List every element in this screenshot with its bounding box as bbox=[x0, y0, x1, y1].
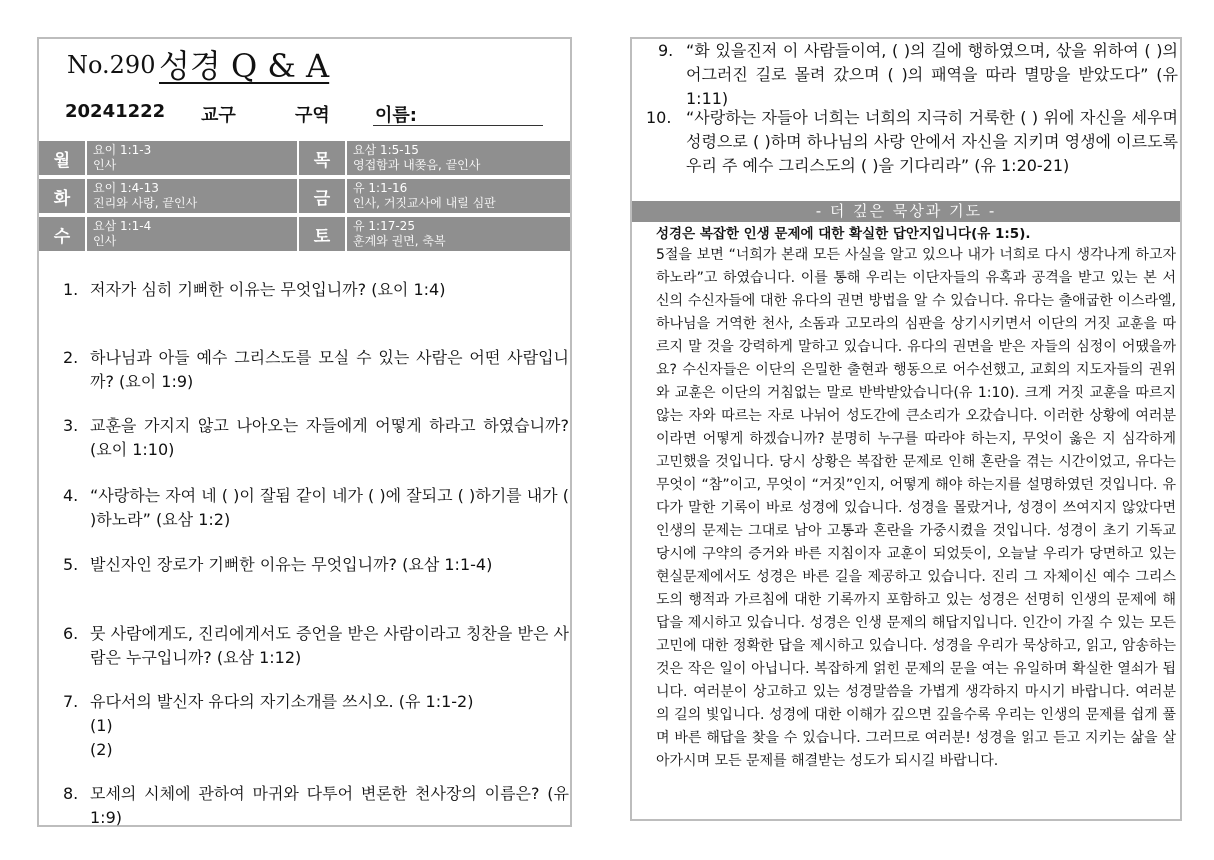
reading-topic: 영접함과 내쫒음, 끝인사 bbox=[353, 158, 481, 172]
sheet-title: 성경 Q & A bbox=[159, 47, 330, 85]
parish-label: 교구 bbox=[201, 105, 236, 126]
day-cell: 금 bbox=[299, 179, 345, 213]
question-text: 발신자인 장로가 기뻐한 이유는 무엇입니까? (요삼 1:1-4) bbox=[90, 555, 493, 574]
question-item bbox=[63, 346, 569, 394]
question-text: 저자가 심히 기뻐한 이유는 무엇입니까? (요이 1:4) bbox=[90, 280, 446, 299]
district-label: 구역 bbox=[295, 105, 330, 126]
issue-number: No.290 bbox=[67, 51, 156, 79]
reading-topic: 인사, 거짓교사에 내릴 심판 bbox=[353, 196, 496, 210]
meditation-heading: 성경은 복잡한 인생 문제에 대한 확실한 답안지입니다(유 1:5). bbox=[656, 226, 1031, 242]
reading-cell bbox=[347, 141, 570, 175]
question-number: 5. bbox=[63, 555, 79, 574]
reading-cell bbox=[87, 179, 297, 213]
reading-ref: 유 1:1-16 bbox=[353, 181, 408, 195]
question-text: 하나님과 아들 예수 그리스도를 모실 수 있는 사람은 어떤 사람입니까? (요이 1:9) bbox=[90, 348, 569, 391]
answer-line-2: (2) bbox=[90, 740, 113, 759]
question-text: 유다서의 발신자 유다의 자기소개를 쓰시오. (유 1:1-2) bbox=[90, 692, 474, 711]
question-item bbox=[63, 782, 569, 830]
question-number: 1. bbox=[63, 280, 79, 299]
reading-cell bbox=[347, 217, 570, 251]
day-cell: 월 bbox=[39, 141, 85, 175]
reading-row bbox=[39, 217, 570, 253]
meditation-banner: - 더 깊은 묵상과 기도 - bbox=[632, 201, 1180, 222]
day-cell: 토 bbox=[299, 217, 345, 251]
reading-cell bbox=[87, 217, 297, 251]
question-item bbox=[63, 414, 569, 462]
reading-ref: 유 1:17-25 bbox=[353, 219, 415, 233]
reading-ref: 요이 1:4-13 bbox=[93, 181, 159, 195]
question-number: 10. bbox=[646, 108, 672, 127]
reading-topic: 진리와 사랑, 끝인사 bbox=[93, 196, 198, 210]
reading-row bbox=[39, 179, 570, 215]
question-item bbox=[646, 39, 1178, 111]
day-cell: 수 bbox=[39, 217, 85, 251]
qa-sheet-right bbox=[630, 37, 1182, 821]
meditation-body: 5절을 보면 “너희가 본래 모든 사실을 알고 있으나 내가 너희로 다시 생각나게 하고자 하노라”고 하였습니다. 이를 통해 우리는 이단자들의 유혹과 공격을 받고 있는 본 서신의 수신자들에 대한 유다의 권면 방법을 알 수 있습니다. 유다는 출애굽한 이스라엘, 하나님을 거역한 천사, 소돔과 고모라의 심판을 상기시키면서 이단의 거짓 교훈을 따르지 말 것을 강력하게 말하고 있습니다. 유다의 권면을 받은 자들의 심정이 어땠을까요? 수신자들은 이단의 은밀한 출현과 행동으로 어수선했고, 교회의 지도자들의 권위와 교훈은 이단의 거침없는 말로 반박받았습니다(유 1:10). 크게 거짓 교훈을 따르지 않는 자와 따르는 자로 나뉘어 성도간에 큰소리가 오갔습니다. 이러한 상황에 여러분이라면 어떻게 하겠습니까? 분명히 누구를 따라야 하는지, 무엇이 옳은 지 심각하게 고민했을 것입니다. 당시 상황은 복잡한 문제로 인해 혼란을 겪는 시간이었고, 유다는 무엇이 “참”이고, 무엇이 “거짓”인지, 어떻게 해야 하는지를 설명하였던 것입니다. 유다가 말한 기록이 바로 성경에 있습니다. 성경을 몰랐거나, 성경이 쓰여지지 않았다면 인생의 문제는 그대로 남아 고통과 혼란을 가중시켰을 것입니다. 성경이 초기 기독교 당시에 구약의 증거와 바른 지침이자 교훈이 되었듯이, 오늘날 우리가 당면하고 있는 현실문제에서도 성경은 바른 길을 제공하고 있습니다. 진리 그 자체이신 예수 그리스도의 행적과 가르침에 대한 기록까지 포함하고 있는 성경은 선명히 인생의 문제에 해답을 제시하고 있습니다. 성경은 인생 문제의 해답지입니다. 인간이 가질 수 있는 모든 고민에 대한 정확한 답을 제시하고 있습니다. 성경을 우리가 묵상하고, 읽고, 암송하는 것은 작은 일이 아닙니다. 복잡하게 얽힌 문제의 문을 여는 유일하며 확실한 열쇠가 됩니다. 여러분이 상고하고 있는 성경말씀을 가볍게 생각하지 마시기 바랍니다. 여러분의 길의 빛입니다. 성경에 대한 이해가 깊으면 깊을수록 우리는 인생의 문제를 쉽게 풀며 바른 해답을 찾을 수 있습니다. 그러므로 여러분! 성경을 읽고 듣고 지키는 삶을 살아가시며 모든 문제를 해결받는 성도가 되시길 바랍니다. bbox=[656, 247, 1176, 769]
question-text: “화 있을진저 이 사람들이여, ( )의 길에 행하였으며, 삯을 위하여 ( )의 어그러진 길로 몰려 갔으며 ( )의 패역을 따라 멸망을 받았도다” (유 1:11) bbox=[686, 41, 1178, 108]
question-number: 4. bbox=[63, 486, 79, 505]
question-number: 8. bbox=[63, 784, 79, 803]
question-number: 3. bbox=[63, 416, 79, 435]
question-text: 모세의 시체에 관하여 마귀와 다투어 변론한 천사장의 이름은? (유 1:9) bbox=[90, 784, 569, 827]
question-text: “사랑하는 자여 네 ( )이 잘됨 같이 네가 ( )에 잘되고 ( )하기를 내가 ( )하노라” (요삼 1:2) bbox=[90, 486, 569, 529]
question-item bbox=[63, 622, 569, 670]
reading-cell bbox=[347, 179, 570, 213]
name-label: 이름: bbox=[375, 105, 417, 126]
question-item bbox=[63, 484, 569, 532]
question-text: 교훈을 가지지 않고 나아오는 자들에게 어떻게 하라고 하였습니까? (요이 1:10) bbox=[90, 416, 569, 459]
question-item bbox=[63, 553, 569, 577]
date-label: 20241222 bbox=[65, 101, 166, 122]
reading-ref: 요이 1:1-3 bbox=[93, 143, 152, 157]
reading-topic: 인사 bbox=[93, 234, 117, 248]
reading-ref: 요삼 1:1-4 bbox=[93, 219, 152, 233]
question-number: 6. bbox=[63, 624, 79, 643]
reading-topic: 인사 bbox=[93, 158, 117, 172]
question-item bbox=[63, 690, 569, 762]
reading-cell bbox=[87, 141, 297, 175]
qa-sheet-left bbox=[37, 37, 572, 827]
question-text: “사랑하는 자들아 너희는 너희의 지극히 거룩한 ( ) 위에 자신을 세우며 성령으로 ( )하며 하나님의 사랑 안에서 자신을 지키며 영생에 이르도록 우리 주 예수 그리스도의 ( )을 기다리라” (유 1:20-21) bbox=[686, 108, 1178, 175]
answer-line-1: (1) bbox=[90, 716, 113, 735]
question-number: 2. bbox=[63, 348, 79, 367]
question-item bbox=[63, 278, 569, 302]
reading-ref: 요삼 1:5-15 bbox=[353, 143, 419, 157]
question-item bbox=[646, 106, 1178, 178]
reading-topic: 훈계와 권면, 축복 bbox=[353, 234, 446, 248]
day-cell: 화 bbox=[39, 179, 85, 213]
name-underline bbox=[373, 125, 543, 126]
day-cell: 목 bbox=[299, 141, 345, 175]
question-number: 7. bbox=[63, 692, 79, 711]
reading-row bbox=[39, 141, 570, 177]
question-text: 뭇 사람에게도, 진리에게서도 증언을 받은 사람이라고 칭찬을 받은 사람은 누구입니까? (요삼 1:12) bbox=[90, 624, 569, 667]
question-number: 9. bbox=[658, 41, 674, 60]
